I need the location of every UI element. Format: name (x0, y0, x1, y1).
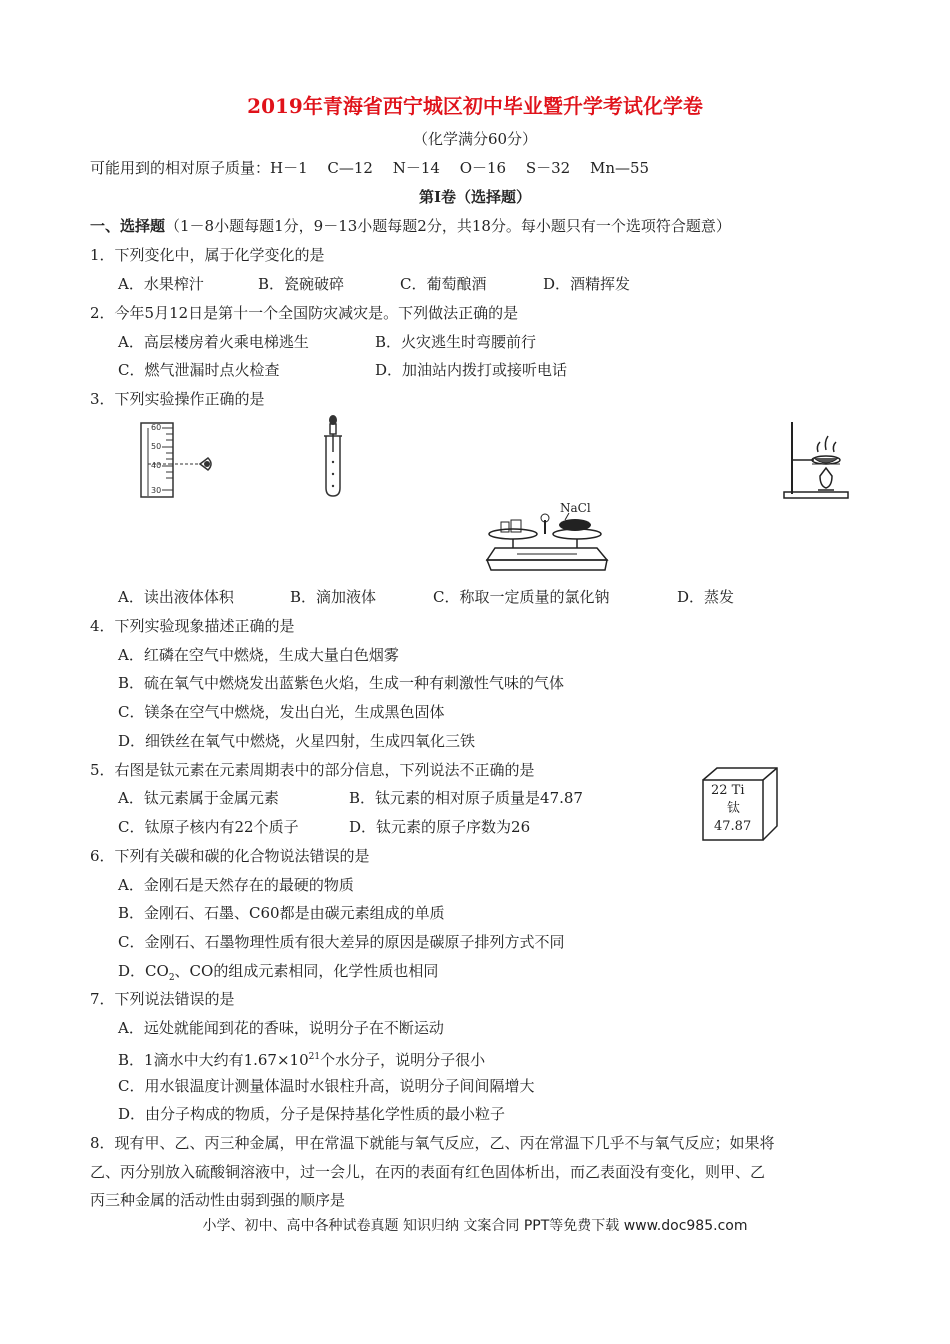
q5-option-a: A．钛元素属于金属元素 (118, 789, 279, 807)
q1-option-c: C．葡萄酿酒 (400, 275, 487, 293)
q1-option-b: B．瓷碗破碎 (258, 275, 345, 293)
q7-option-b (118, 1046, 485, 1071)
q6-option-a: A．金刚石是天然存在的最硬的物质 (118, 876, 354, 894)
q7-b-sup: 21 (308, 1052, 321, 1062)
cylinder-tick-60: 60 (151, 423, 162, 432)
q5-option-b: B．钛元素的相对原子质量是47.87 (349, 789, 583, 807)
dropper-figure (318, 414, 348, 498)
q8-line3: 丙三种金属的活动性由弱到强的顺序是 (90, 1191, 346, 1209)
page-subtitle: （化学满分60分） (412, 130, 538, 148)
q3-option-b: B．滴加液体 (290, 588, 377, 606)
footer: 小学、初中、高中各种试卷真题 知识归纳 文案合同 PPT等免费下载 www.doc985.com (202, 1218, 748, 1234)
q3-stem: 3．下列实验操作正确的是 (90, 390, 265, 408)
q7-stem: 7．下列说法错误的是 (90, 990, 235, 1008)
q6-d-sub: 2 (168, 973, 175, 983)
q6-option-d (118, 960, 438, 989)
q2-option-b: B．火灾逃生时弯腰前行 (375, 333, 537, 351)
q4-option-b: B．硫在氧气中燃烧发出蓝紫色火焰，生成一种有刺激性气味的气体 (118, 674, 565, 692)
q7-option-c: C．用水银温度计测量体温时水银柱升高，说明分子间间隔增大 (118, 1077, 535, 1095)
section-title: 第Ⅰ卷（选择题） (418, 188, 532, 206)
q6-option-b: B．金刚石、石墨、C60都是由碳元素组成的单质 (118, 904, 445, 922)
evaporation-figure (782, 418, 852, 500)
q6-stem: 6．下列有关碳和碳的化合物说法错误的是 (90, 847, 370, 865)
atomic-masses: 可能用到的相对原子质量：H－1 C—12 N－14 O－16 S－32 Mn—55 (90, 159, 650, 177)
q5-option-c: C．钛原子核内有22个质子 (118, 818, 299, 836)
cylinder-tick-30: 30 (151, 486, 162, 495)
element-number-symbol: 22 Ti (711, 783, 745, 798)
eye-icon (200, 458, 211, 470)
q6-d-pre: D．CO (118, 962, 169, 980)
part1-heading (90, 215, 731, 237)
q4-option-a: A．红磷在空气中燃烧，生成大量白色烟雾 (118, 646, 399, 664)
q7-b-post: 个水分子，说明分子很小 (320, 1051, 486, 1069)
q4-stem: 4．下列实验现象描述正确的是 (90, 617, 295, 635)
q3-option-c: C．称取一定质量的氯化钠 (433, 588, 610, 606)
q7-option-a: A．远处就能闻到花的香味，说明分子在不断运动 (118, 1019, 444, 1037)
q7-option-d: D．由分子构成的物质，分子是保持基化学性质的最小粒子 (118, 1105, 506, 1123)
q6-option-c: C．金刚石、石墨物理性质有很大差异的原因是碳原子排列方式不同 (118, 933, 565, 951)
balance-figure (487, 498, 617, 576)
page-title: 2019年青海省西宁城区初中毕业暨升学考试化学卷 (247, 94, 703, 118)
q1-option-a: A．水果榨汁 (118, 275, 204, 293)
q8-line2: 乙、丙分别放入硫酸铜溶液中，过一会儿，在丙的表面有红色固体析出，而乙表面没有变化，则甲、乙 (90, 1163, 766, 1181)
q3-option-d: D．蒸发 (677, 588, 735, 606)
q2-stem: 2．今年5月12日是第十一个全国防灾减灾是。下列做法正确的是 (90, 304, 519, 322)
part1-label: 一、选择题 (90, 217, 166, 235)
element-mass: 47.87 (714, 819, 752, 834)
part1-note: （1－8小题每题1分，9－13小题每题2分，共18分。每小题只有一个选项符合题意） (165, 217, 731, 235)
q2-option-d: D．加油站内拨打或接听电话 (375, 361, 568, 379)
q3-option-a: A．读出液体体积 (118, 588, 234, 606)
cylinder-tick-40: 40 (151, 461, 162, 470)
element-name: 钛 (727, 801, 741, 816)
cylinder-reading-figure (138, 420, 228, 500)
q1-option-d: D．酒精挥发 (543, 275, 631, 293)
q4-option-c: C．镁条在空气中燃烧，发出白光，生成黑色固体 (118, 703, 445, 721)
q6-d-post: 、CO的组成元素相同，化学性质也相同 (174, 962, 439, 980)
q1-stem: 1．下列变化中，属于化学变化的是 (90, 246, 325, 264)
cylinder-tick-50: 50 (151, 442, 162, 451)
q5-option-d: D．钛元素的原子序数为26 (349, 818, 531, 836)
q2-option-a: A．高层楼房着火乘电梯逃生 (118, 333, 309, 351)
nacl-label: NaCl (560, 501, 591, 515)
q4-option-d: D．细铁丝在氧气中燃烧，火星四射，生成四氧化三铁 (118, 732, 476, 750)
q7-b-pre: B．1滴水中大约有1.67×10 (118, 1051, 309, 1069)
q2-option-c: C．燃气泄漏时点火检查 (118, 361, 280, 379)
q8-line1: 8．现有甲、乙、丙三种金属，甲在常温下就能与氧气反应，乙、丙在常温下几乎不与氧气反应；如果将 (90, 1134, 775, 1152)
q5-stem: 5．右图是钛元素在元素周期表中的部分信息，下列说法不正确的是 (90, 761, 535, 779)
